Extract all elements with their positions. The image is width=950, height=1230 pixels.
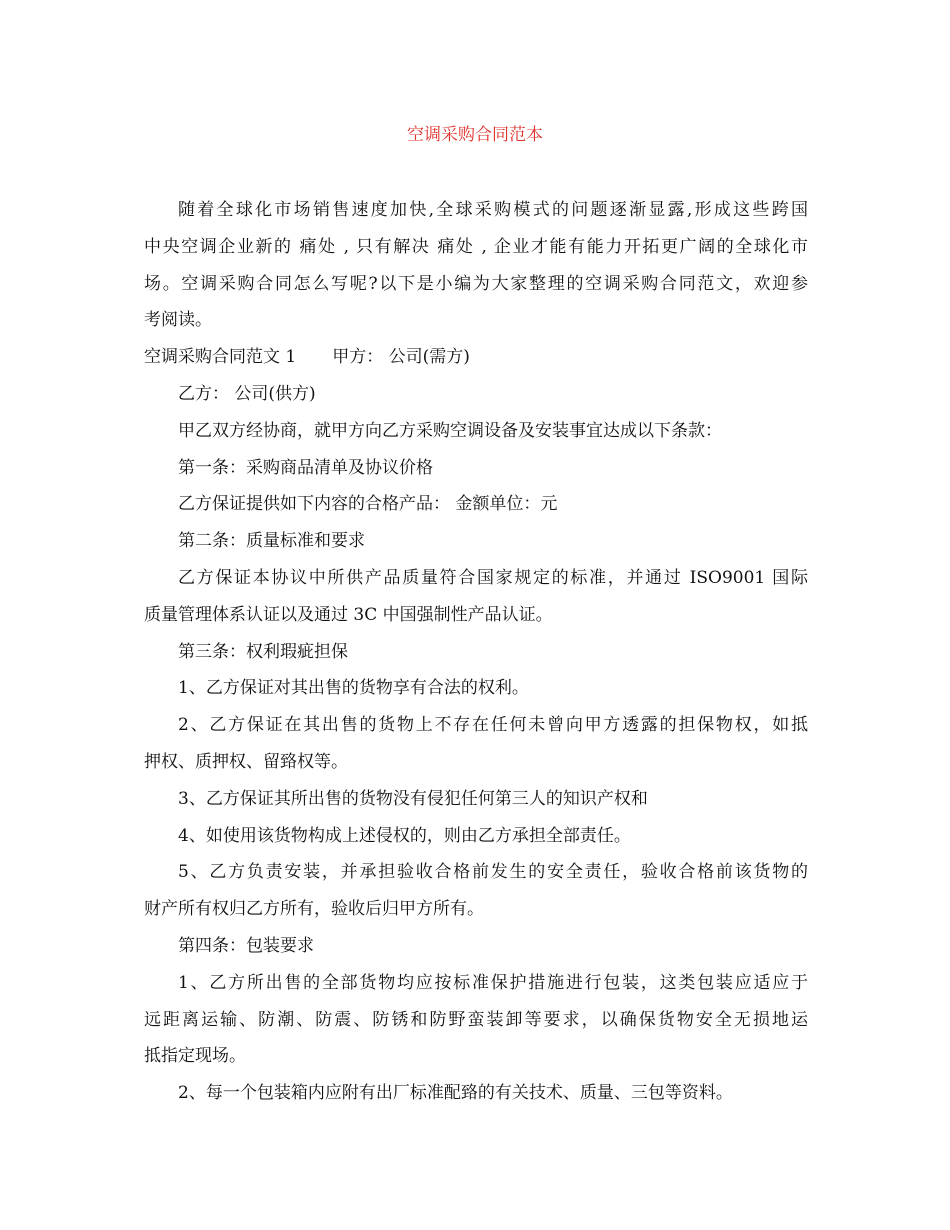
article-3-item-5-line-2: 财产所有权归乙方所有，验收后归甲方所有。 [144,899,484,920]
article-3-item-5-line-1: 5、乙方负责安装，并承担验收合格前发生的安全责任，验收合格前该货物的 [178,862,808,883]
article-3-item-2-line-2: 押权、质押权、留臵权等。 [144,751,348,772]
article-4-item-1-line-2: 远距离运输、防潮、防震、防锈和防野蛮装卸等要求，以确保货物安全无损地运 [144,1009,808,1030]
sample-heading: 空调采购合同范文 1 [144,347,297,368]
article-3-item-2-line-1: 2、乙方保证在其出售的货物上不存在任何未曾向甲方透露的担保物权，如抵 [178,715,808,736]
article-3-item-3: 3、乙方保证其所出售的货物没有侵犯任何第三人的知识产权和 [178,788,648,809]
article-1-text: 乙方保证提供如下内容的合格产品： 金额单位：元 [178,494,558,515]
article-2-line-1: 乙方保证本协议中所供产品质量符合国家规定的标准，并通过 ISO9001 国际 [178,567,808,588]
party-b: 乙方： 公司(供方) [178,383,316,404]
party-a: 甲方： 公司(需方) [332,347,470,368]
preamble: 甲乙双方经协商，就甲方向乙方采购空调设备及安装事宜达成以下条款： [178,420,722,441]
article-3-item-4: 4、如使用该货物构成上述侵权的，则由乙方承担全部责任。 [178,825,631,846]
article-2-line-2: 质量管理体系认证以及通过 3C 中国强制性产品认证。 [144,604,553,625]
document-body [144,192,808,1112]
article-1-title: 第一条：采购商品清单及协议价格 [178,457,433,478]
article-2-title: 第二条：质量标准和要求 [178,531,365,552]
article-3-item-1: 1、乙方保证对其出售的货物享有合法的权利。 [178,678,529,699]
intro-line-1: 随着全球化市场销售速度加快,全球采购模式的问题逐渐显露,形成这些跨国 [178,200,808,220]
sample-heading-line [144,339,808,376]
intro-line-4: 考阅读。 [144,310,212,331]
article-4-item-1-line-3: 抵指定现场。 [144,1046,246,1067]
intro-line-3: 场。空调采购合同怎么写呢?以下是小编为大家整理的空调采购合同范文，欢迎参 [144,273,808,294]
article-3-title: 第三条：权利瑕疵担保 [178,641,348,662]
article-4-item-2: 2、每一个包装箱内应附有出厂标准配臵的有关技术、质量、三包等资料。 [178,1083,733,1104]
intro-line-2: 中央空调企业新的 痛处 , 只有解决 痛处 , 企业才能有能力开拓更广阔的全球化市 [144,236,808,257]
document-title: 空调采购合同范本 [407,125,543,145]
article-4-item-1-line-1: 1、乙方所出售的全部货物均应按标准保护措施进行包装，这类包装应适应于 [178,972,808,993]
article-4-title: 第四条：包装要求 [178,935,314,956]
